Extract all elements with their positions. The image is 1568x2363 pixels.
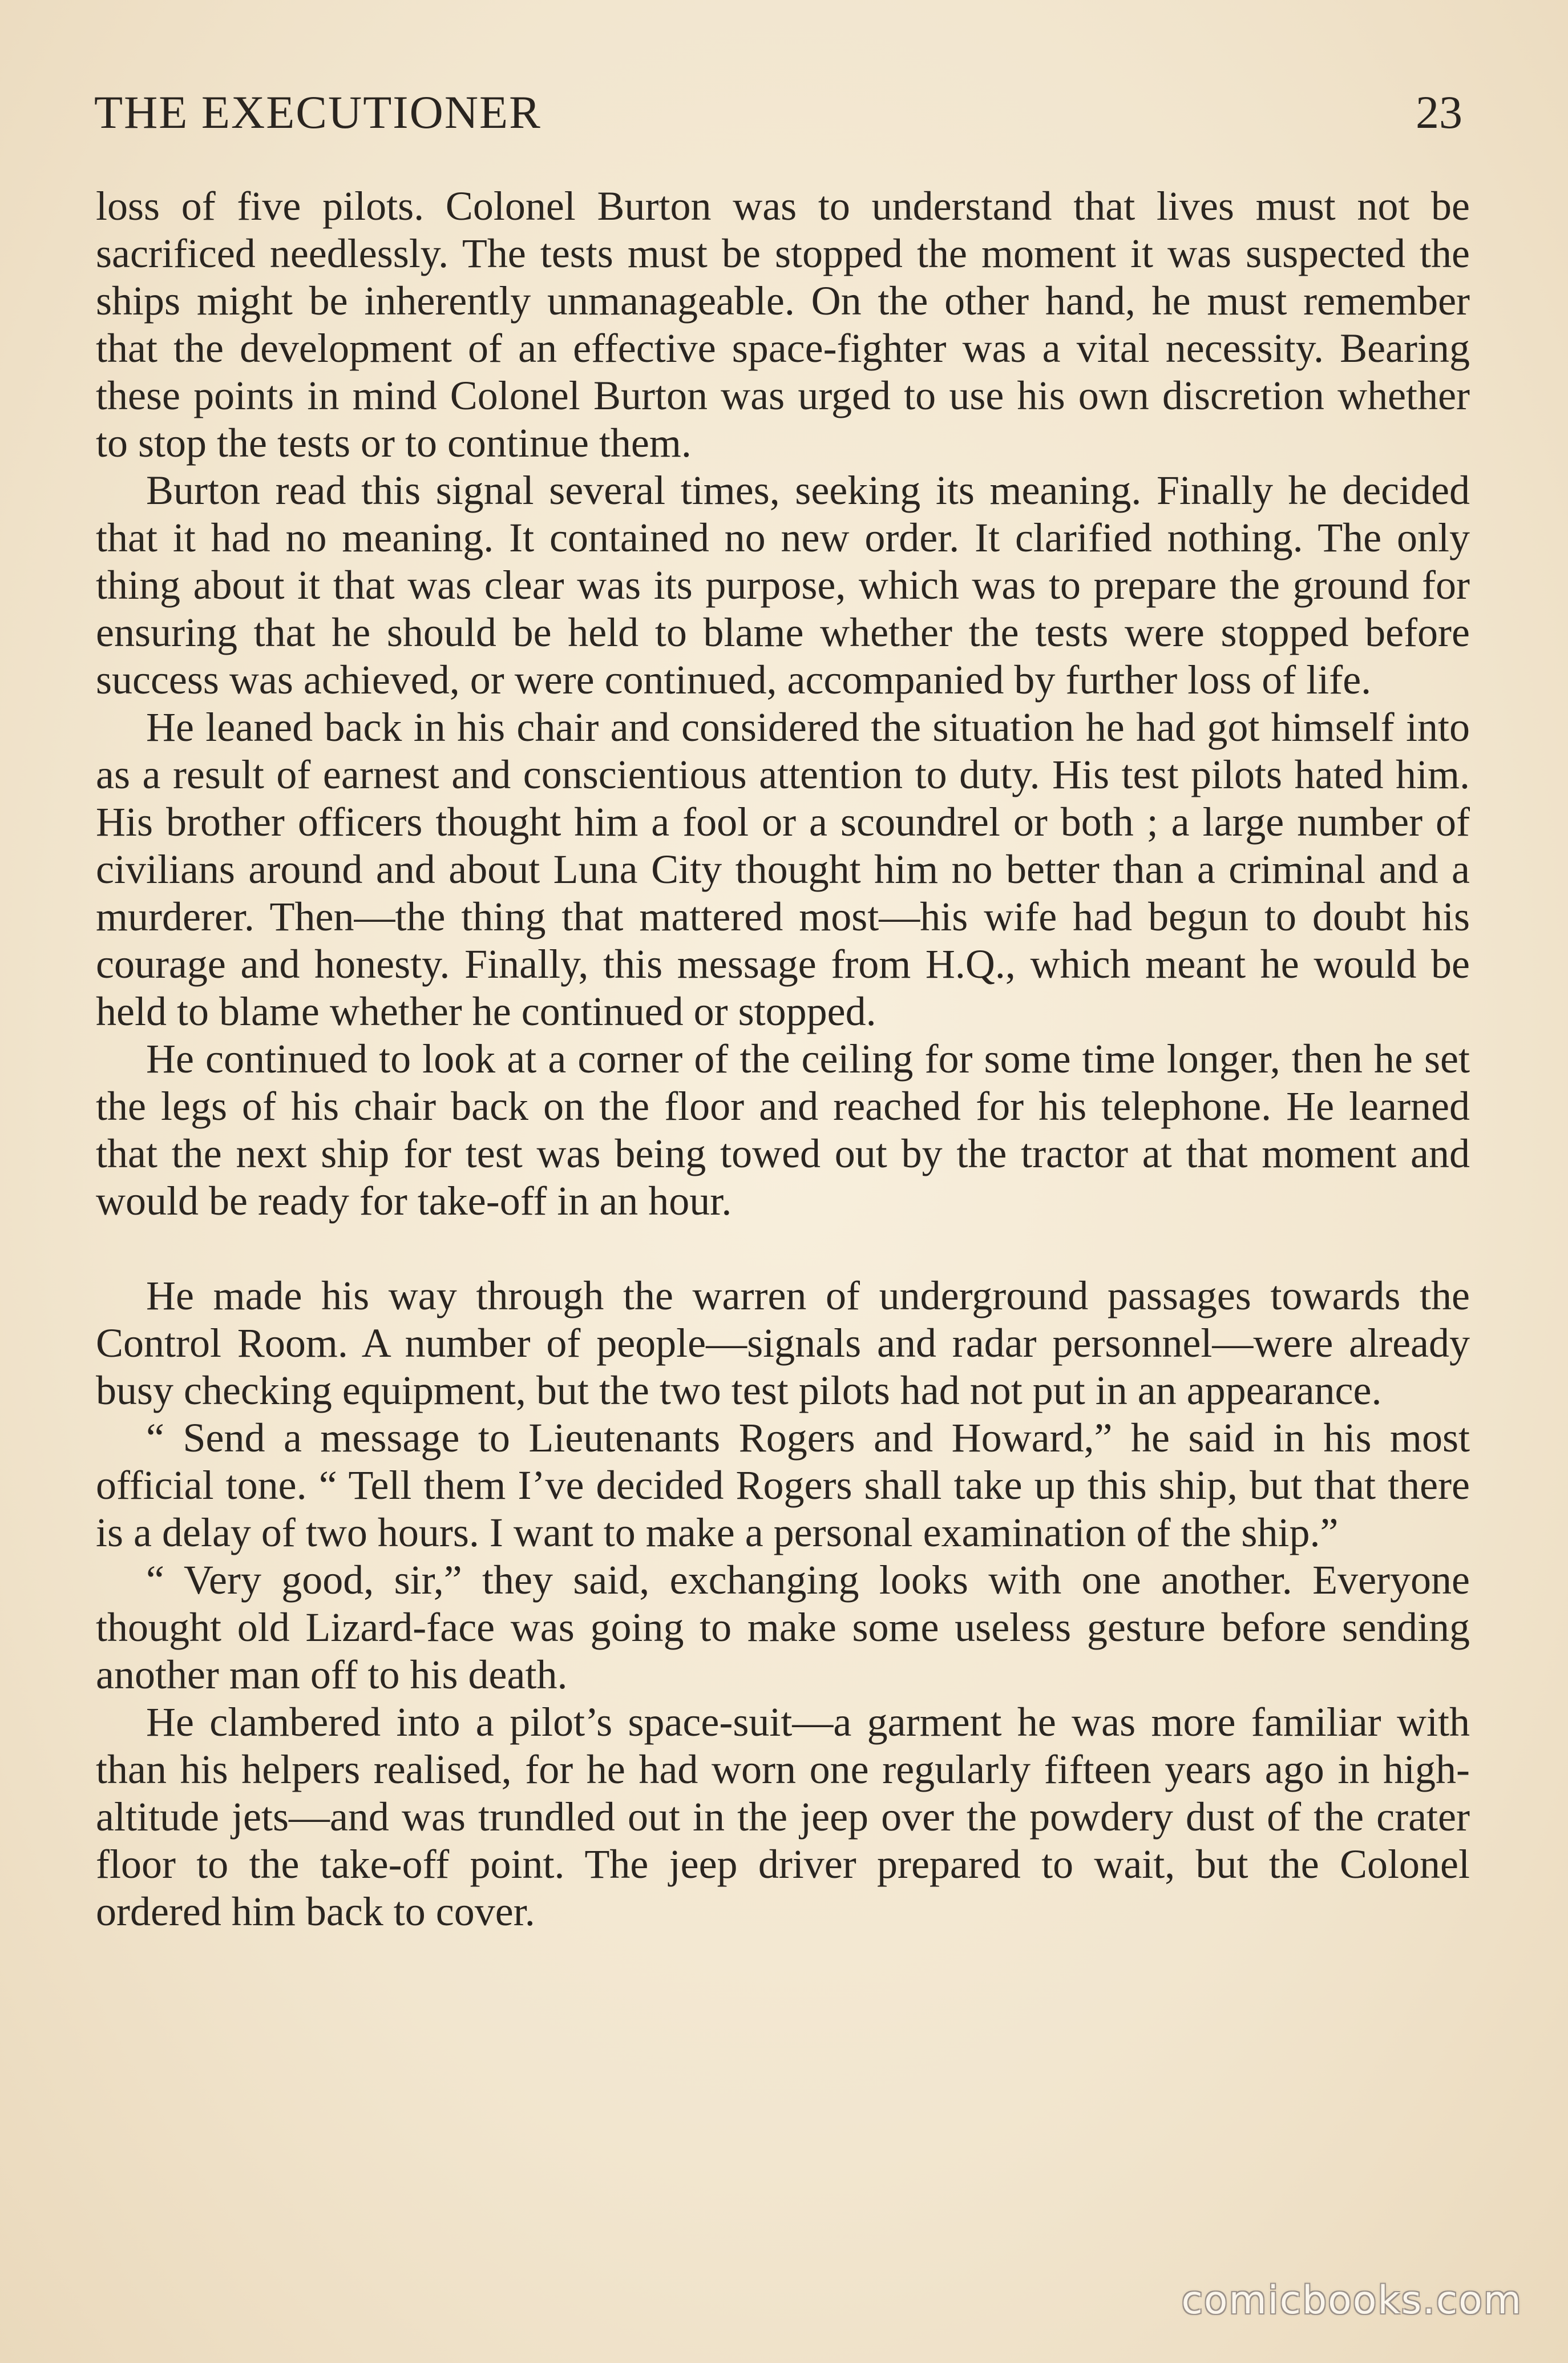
paragraph: Burton read this signal several times, seeking its meaning. Finally he decided that it had no meaning. It contained no new order. It clarified nothing. The only thing about it that was clear was its purpose, which was to prepare the ground for ensuring that he should be held to blame whether the tests were stopped before success was achieved, or were continued, accompanied by further loss of life. — [96, 467, 1470, 703]
paragraph: He continued to look at a corner of the ceiling for some time longer, then he set the legs of his chair back on the floor and reached for his telephone. He learned that the next ship for test was being towed out by the tractor at that moment and would be ready for take-off in an hour. — [96, 1036, 1470, 1224]
page-header — [94, 86, 1462, 148]
paragraph: He made his way through the warren of underground passages towards the Control Room. A number of people—signals and radar personnel—were already busy checking equipment, but the two test pilots had not put in an appearance. — [96, 1273, 1470, 1413]
running-head: THE EXECUTIONER — [94, 86, 541, 138]
paragraph: “ Very good, sir,” they said, exchanging looks with one another. Everyone thought old Lizard-face was going to make some useless gesture before sending another man off to his death. — [96, 1557, 1470, 1697]
paragraph: loss of five pilots. Colonel Burton was to understand that lives must not be sacrificed needlessly. The tests must be stopped the moment it was suspected the ships might be inherently unmanageable. On the other hand, he must remember that the development of an effective space-fighter was a vital necessity. Bearing these points in mind Colonel Burton was urged to use his own discretion whether to stop the tests or to continue them. — [96, 183, 1470, 466]
paragraph: “ Send a message to Lieutenants Rogers and Howard,” he said in his most official tone. “ Tell them I’ve decided Rogers shall take up this ship, but that there is a delay of two hours. I want to make a personal examination of the ship.” — [96, 1415, 1470, 1555]
section-break — [96, 1225, 1470, 1272]
watermark: comicbooks.com — [1181, 2278, 1522, 2323]
paragraph: He leaned back in his chair and considered the situation he had got himself into as a result of earnest and conscientious attention to duty. His test pilots hated him. His brother officers thought him a fool or a scoundrel or both ; a large number of civilians around and about Luna City thought him no better than a criminal and a murderer. Then—the thing that mattered most—his wife had begun to doubt his courage and honesty. Finally, this message from H.Q., which meant he would be held to blame whether he continued or stopped. — [96, 704, 1470, 1034]
page-number: 23 — [1416, 86, 1462, 138]
paragraph: He clambered into a pilot’s space-suit—a garment he was more familiar with than his helpers realised, for he had worn one regularly fifteen years ago in high-altitude jets—and was trundled out in the jeep over the powdery dust of the crater floor to the take-off point. The jeep driver prepared to wait, but the Colonel ordered him back to cover. — [96, 1699, 1470, 1934]
body-text — [96, 183, 1470, 1935]
